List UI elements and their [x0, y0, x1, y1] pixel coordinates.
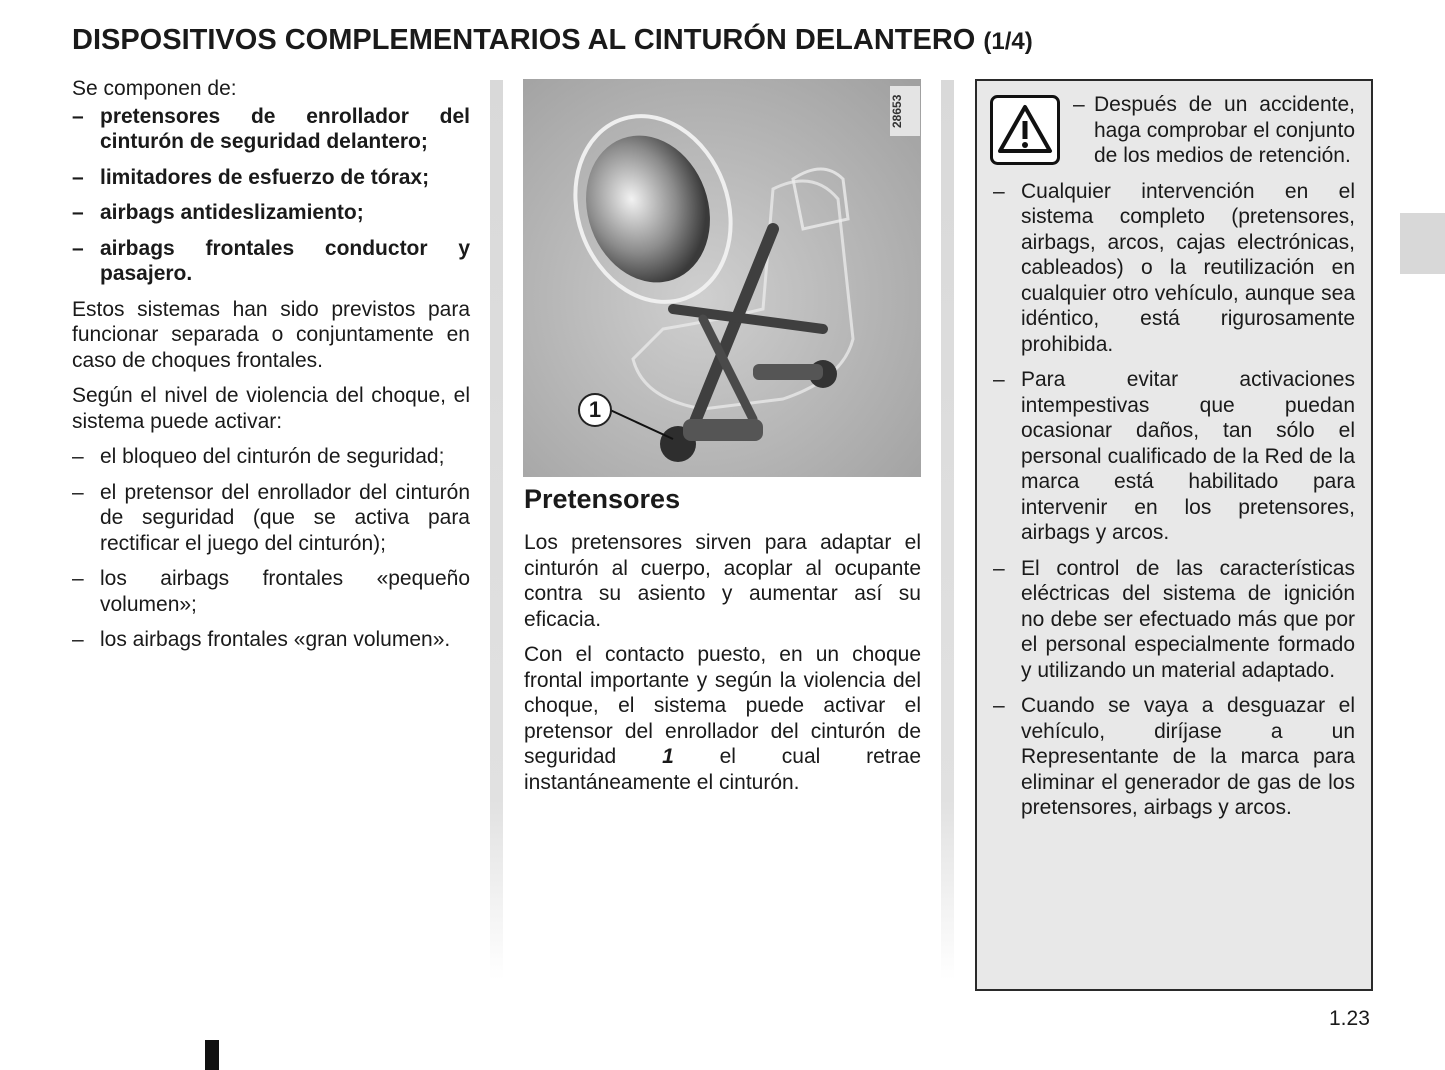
list-item [72, 165, 470, 191]
list-item-text: airbags frontales conductor y pasajero. [100, 236, 470, 285]
callout-number: 1 [578, 393, 612, 427]
list-item [72, 200, 470, 226]
column-separator [941, 80, 954, 980]
middle-column [524, 484, 921, 805]
dash: – [72, 567, 84, 590]
warning-item-text: Cualquier intervención en el sistema completo (pretensores, airbags, arcos, cajas electrónicas, cableados) o la reutilización en cualquier otro vehículo, aunque sea idéntico, está rigurosamente prohibida. [1021, 179, 1355, 356]
dash: – [1073, 93, 1085, 116]
dash: – [993, 368, 1005, 391]
list-item-text: los airbags frontales «pequeño volumen»; [100, 567, 470, 616]
dash: – [72, 445, 84, 468]
list-item-text: el bloqueo del cinturón de seguridad; [100, 445, 445, 468]
warning-item-text: El control de las características eléctricas del sistema de ignición no debe ser efectuado más que por el personal especialmente formado y utilizando un material adaptado. [1021, 556, 1355, 682]
list-item-text: el pretensor del enrollador del cinturón de seguridad (que se activa para rectificar el juego del cinturón); [100, 480, 470, 555]
list-item [72, 236, 470, 287]
dash: – [72, 236, 84, 260]
paragraph: Estos sistemas han sido previstos para funcionar separada o conjuntamente en caso de choques frontales. [72, 297, 470, 372]
list-item [72, 444, 470, 470]
warning-text [993, 92, 1355, 831]
warning-item [993, 367, 1355, 546]
warning-item [1073, 92, 1355, 169]
list-item-text: pretensores de enrollador del cinturón de seguridad delantero; [100, 104, 470, 153]
warning-item-text: Cuando se vaya a desguazar el vehículo, diríjase a un Representante de la marca para eliminar el generador de gas de los pretensores, airbags y arcos. [1021, 694, 1355, 819]
paragraph-text: Con el contacto puesto, en un choque frontal importante y según la violencia del choque, el sistema puede activar el pretensor del enrollador del cinturón de seguridad [524, 643, 921, 768]
dash: – [72, 201, 84, 224]
warning-item-text: Después de un accidente, haga comprobar el conjunto de los medios de retención. [1094, 93, 1355, 167]
page-part-indicator: (1/4) [983, 28, 1033, 55]
dash: – [72, 480, 84, 504]
dash: – [993, 179, 1005, 203]
chapter-tab-marker [1400, 213, 1445, 274]
reference-number: 1 [662, 745, 674, 768]
figure-code: 28653 [890, 86, 920, 136]
dash: – [72, 628, 84, 651]
list-item-text: los airbags frontales «gran volumen». [100, 628, 451, 651]
list-item-text: airbags antideslizamiento; [100, 201, 364, 224]
warning-item [993, 693, 1355, 821]
paragraph-text: el cual retrae instantáneamente el cinturón. [524, 745, 921, 794]
page-title-text: DISPOSITIVOS COMPLEMENTARIOS AL CINTURÓN DELANTERO [72, 24, 976, 56]
left-column [72, 76, 470, 663]
warning-item-text: Para evitar activaciones intempestivas que puedan ocasionar daños, tan sólo el personal cualificado de la Red de la marca está habilitado para intervenir en los pretensores, airbags y arcos. [1021, 368, 1355, 544]
list-item [72, 480, 470, 557]
dash: – [72, 104, 84, 128]
page-title [72, 24, 1033, 57]
paragraph [524, 642, 921, 795]
section-heading: Pretensores [524, 484, 681, 514]
warning-item [993, 556, 1355, 684]
dash: – [993, 556, 1005, 580]
list-item [72, 627, 470, 653]
list-item-text: limitadores de esfuerzo de tórax; [100, 165, 430, 189]
components-intro: Se componen de: [72, 77, 237, 100]
list-item [72, 566, 470, 617]
column-separator [490, 80, 503, 980]
paragraph: Los pretensores sirven para adaptar el cinturón al cuerpo, acoplar al ocupante contra su asiento y aumentar así su eficacia. [524, 531, 921, 631]
list-item [72, 104, 470, 155]
dash: – [993, 694, 1005, 717]
dash: – [72, 165, 84, 189]
warning-item [993, 179, 1355, 358]
page-number: 1.23 [1329, 1007, 1370, 1030]
print-mark [205, 1040, 219, 1070]
paragraph: Según el nivel de violencia del choque, el sistema puede activar: [72, 384, 470, 433]
